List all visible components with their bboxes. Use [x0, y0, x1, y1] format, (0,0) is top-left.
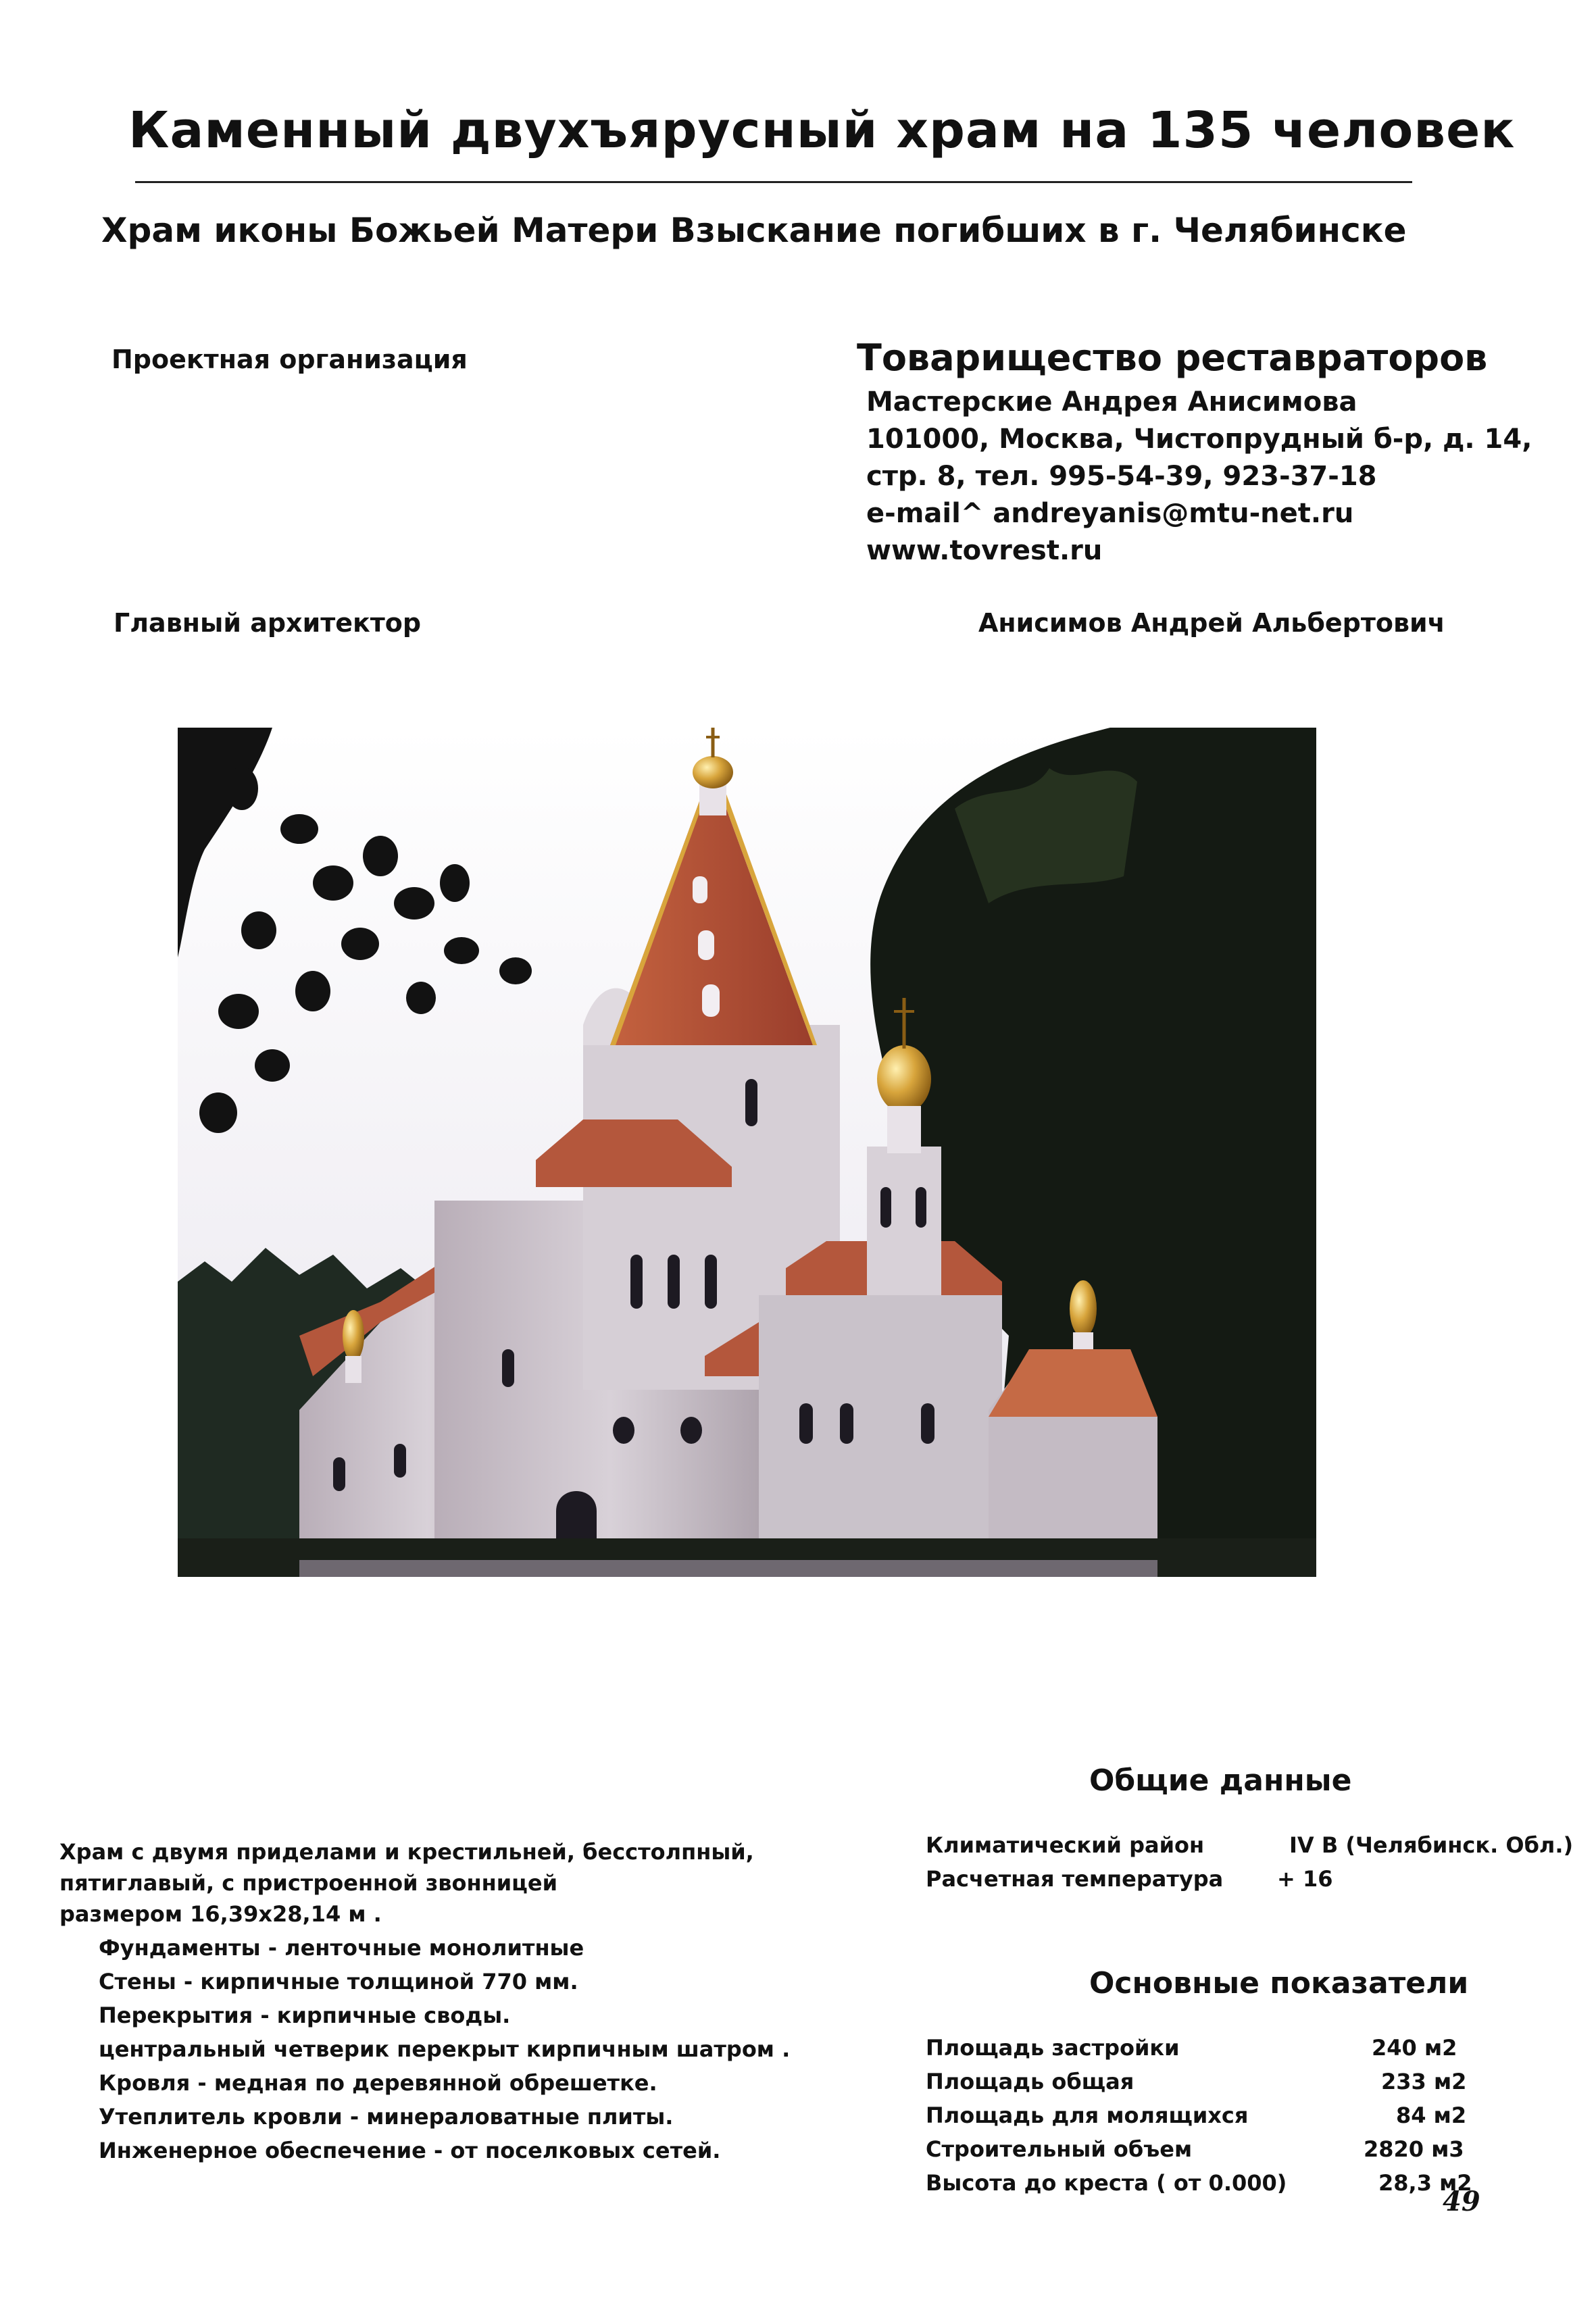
- general-heading: Общие данные: [1089, 1763, 1352, 1798]
- org-line: стр. 8, тел. 995-54-39, 923-37-18: [866, 461, 1377, 492]
- indicators-heading: Основные показатели: [1089, 1966, 1469, 2001]
- org-label: Проектная организация: [111, 345, 468, 374]
- description-line: Храм с двумя приделами и крестильней, бесстолпный,: [59, 1839, 754, 1865]
- general-label: Климатический район: [926, 1832, 1205, 1858]
- spec-line: центральный четверик перекрыт кирпичным шатром .: [99, 2036, 791, 2062]
- description-line: пятиглавый, с пристроенной звонницей: [59, 1870, 558, 1896]
- spec-line: Утеплитель кровли - минераловатные плиты.: [99, 2104, 674, 2130]
- org-line: 101000, Москва, Чистопрудный б-р, д. 14,: [866, 424, 1532, 455]
- general-value: + 16: [1277, 1866, 1333, 1892]
- spec-line: Кровля - медная по деревянной обрешетке.: [99, 2070, 657, 2096]
- title-divider: [135, 181, 1412, 183]
- page-subtitle: Храм иконы Божьей Матери Взыскание погибших в г. Челябинске: [101, 211, 1407, 250]
- indicator-value: 240 м2: [1372, 2035, 1457, 2061]
- indicator-label: Площадь застройки: [926, 2035, 1180, 2061]
- indicator-value: 28,3 м2: [1378, 2170, 1472, 2196]
- indicator-value: 2820 м3: [1364, 2136, 1464, 2162]
- spec-line: Фундаменты - ленточные монолитные: [99, 1935, 584, 1961]
- indicator-label: Высота до креста ( от 0.000): [926, 2170, 1287, 2196]
- description-line: размером 16,39х28,14 м .: [59, 1901, 382, 1927]
- org-line: Мастерские Андрея Анисимова: [866, 386, 1357, 418]
- page-title: Каменный двухъярусный храм на 135 человек: [128, 101, 1516, 159]
- spec-line: Перекрытия - кирпичные своды.: [99, 2003, 511, 2028]
- church-photo: [178, 728, 1316, 1577]
- architect-label: Главный архитектор: [114, 608, 422, 638]
- spec-line: Инженерное обеспечение - от поселковых сетей.: [99, 2138, 721, 2163]
- org-line: www.tovrest.ru: [866, 535, 1103, 566]
- org-line: e-mail^ andreyanis@mtu-net.ru: [866, 498, 1354, 529]
- indicator-label: Площадь для молящихся: [926, 2103, 1249, 2128]
- architect-name: Анисимов Андрей Альбертович: [978, 608, 1445, 638]
- indicator-value: 233 м2: [1381, 2069, 1467, 2094]
- general-label: Расчетная температура: [926, 1866, 1224, 1892]
- spec-line: Стены - кирпичные толщиной 770 мм.: [99, 1969, 578, 1994]
- org-name: Товарищество реставраторов: [857, 336, 1488, 379]
- indicator-label: Площадь общая: [926, 2069, 1134, 2094]
- general-value: IV В (Челябинск. Обл.): [1289, 1832, 1574, 1858]
- indicator-label: Строительный объем: [926, 2136, 1193, 2162]
- page-number: 49: [1443, 2186, 1480, 2217]
- indicator-value: 84 м2: [1396, 2103, 1467, 2128]
